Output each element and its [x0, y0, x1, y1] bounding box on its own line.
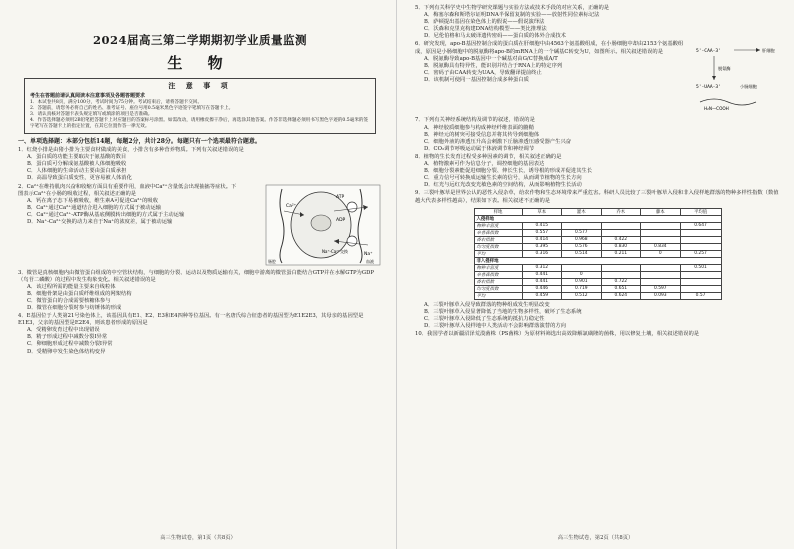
table-row	[474, 243, 721, 250]
table-cell: 0.415	[522, 222, 562, 229]
question-stem: 3．微管是真核细胞内由微管蛋白组成的中空管状结构，与细胞的分裂、运动以及物质运输有关，细胞中游离的微管蛋白能结合GTP并在水解GTP为GDP（鸟苷二磷酸）的过程中发生构象变化。相关叙述错误的是	[18, 269, 374, 283]
notice-item: 4．作答选择题必须用2B铅笔把答题卡上对应题目的答案标号涂黑。如需改动，请用橡皮擦干净后，再选涂其他答案。作答非选择题必须用书写黑色字迹的0.5毫米的签字笔写在答题卡上的指定位置，在其它位置作答一律无效。	[30, 118, 369, 130]
table-cell	[641, 271, 681, 278]
question-stem: 8．植物的生长发育过程受多种因素的调节，相关叙述正确的是	[415, 153, 562, 160]
table-cell	[601, 222, 641, 229]
table-cell: 0.211	[601, 250, 641, 257]
question-option: D．Na⁺-Ca²⁺交换的动力来自于Na⁺的浓度差，属于被动运输	[27, 219, 173, 225]
atp-label: ATP	[336, 194, 345, 200]
table-cell: 0	[641, 250, 681, 257]
table-cell	[641, 229, 681, 236]
question-option: C．Ca²⁺通过Ca²⁺-ATP酶从基底侧膜转出细胞的方式属于主动运输	[27, 211, 185, 218]
notice-lead: 考生在答题前请认真阅读本注意事项及各题答题要求	[30, 93, 146, 99]
table-cell: 0.577	[562, 229, 602, 236]
question-option: C．重力信号可转换成运输生长素的信号，从而调节植物的生长方向	[424, 175, 582, 182]
calcium-label: Ca²⁺	[286, 203, 297, 209]
table-cell: 均匀度指数	[474, 243, 522, 250]
table-row	[474, 292, 721, 299]
table-cell: 0.624	[601, 292, 641, 299]
apob-editing-diagram	[694, 40, 780, 114]
notice-heading: 注 意 事 项	[168, 81, 232, 90]
liver-label: 肝细胞	[762, 48, 775, 54]
question-option: A．蛋白质的功能主要取决于氨基酸的数目	[27, 154, 127, 161]
table-cell	[680, 271, 721, 278]
exchanger-label: Na⁺-Ca²⁺交换	[322, 248, 348, 254]
table-cell: 0.441	[522, 278, 562, 285]
question-option: B．Ca²⁺通过Ca²⁺通道结合进入细胞的方式属于被动运输	[27, 204, 162, 211]
table-cell	[680, 278, 721, 285]
question-option: B．精子形成过程中减数分裂I异常	[27, 334, 108, 341]
question-option: C．微管蛋白的合成需要核糖体参与	[27, 297, 111, 304]
question-option: D．微管在细胞分裂时参与纺锤体的形成	[27, 305, 122, 311]
table-cell: 0.597	[641, 285, 681, 292]
question-stem: 7．下列有关神经系统结构及调节的叙述，错误的是	[415, 117, 535, 124]
question-stem: 10．我国学者以新疆沼泽荒漠菌株（PS菌株）为原材料筛选出高效降解氯磺隆的菌株，用以修复土壤，相关叙述错误的是	[415, 330, 700, 337]
question-stem: 1．红烧小排是由猪小排为主要食材做成的美食，小排含有多种营养物质。下列有关叙述错误的是	[18, 147, 244, 154]
deaminase-label: 脱氨酶	[718, 66, 731, 72]
question-option: A．神经胶质细胞参与构成神经纤维表面的髓鞘	[424, 124, 534, 131]
question-option: B．脱氨酶具有特异性，能识别并结合于RNA上的特定序列	[424, 62, 563, 69]
table-header-cell: 平均值	[680, 208, 721, 215]
question-option: C．卵细胞形成过程中减数分裂I异常	[27, 341, 113, 348]
table-cell: 0.834	[641, 243, 681, 250]
question-option: B．细胞骨架是由蛋白质纤维组成的网架结构	[27, 290, 132, 297]
table-cell: 物种丰富度	[474, 222, 522, 229]
protein-label: H₂N—COOH	[704, 106, 729, 112]
question-6-block	[415, 40, 780, 116]
question-stem: 6．研究发现，apo-B基因控制合成的蛋白质在肝细胞中由4563个氨基酸组成，在小肠细胞中却由2153个氨基酸组成，原因是小肠细胞中的脱氨酶将apo-B的mRNA上的一个碱基C转变为U，如图所示。相关叙述错误的是	[415, 41, 684, 55]
table-cell: 0.57	[680, 292, 721, 299]
table-header-cell: 草本	[522, 208, 562, 215]
gene-sequence: 5'-CAA-3'	[696, 49, 721, 55]
table-cell: 辛普森指数	[474, 271, 522, 278]
intestine-label: 小肠细胞	[740, 84, 757, 90]
table-cell: 0	[562, 271, 602, 278]
section-heading: 一、单项选择题：本部分包括14题，每题2分，共计28分。每题只有一个选项最符合题意。	[18, 138, 261, 146]
table-cell: 0.557	[522, 229, 562, 236]
table-cell: 香农指数	[474, 278, 522, 285]
table-cell: 平均	[474, 292, 522, 299]
table-cell	[601, 271, 641, 278]
table-row	[474, 250, 721, 257]
table-cell: 0.968	[562, 236, 602, 243]
table-cell: 0.719	[562, 285, 602, 292]
table-cell: 物种丰富度	[474, 264, 522, 271]
question-option: C．密码子由CAA转变为UAA，导致翻译提前终止	[424, 69, 542, 76]
question-option: B．三裂叶豚草入侵显著降低了当地的生物多样性，破坏了生态系统	[424, 308, 582, 315]
question-option: A．梅塞尔森和斯塔尔证明DNA半保留复制的实验——放射性同位素标记法	[424, 12, 600, 19]
question-stem: 9．三裂叶豚草是世界公认的恶性入侵杂草，给农作物和生态环境带来严重危害。科研人员比较了三裂叶豚草入侵和非入侵样地群落的物种多样性指数（数值越大代表多样性越高），结果如下表。相关叙述不正确的是	[415, 190, 779, 204]
diversity-table	[474, 208, 722, 300]
table-cell	[680, 236, 721, 243]
table-cell: 0.446	[522, 285, 562, 292]
table-cell	[562, 264, 602, 271]
table-row	[474, 264, 721, 271]
table-cell: 0.576	[562, 243, 602, 250]
exam-subject: 生 物	[167, 54, 233, 72]
question-option: C．沃森和克里克构建DNA结构模型——类比推理法	[424, 26, 547, 33]
question-stem: 5．下列有关科学史中生物学研究课题与实验方法或技术手段的对应关系，正确的是	[415, 5, 610, 11]
table-cell	[601, 229, 641, 236]
table-row	[474, 236, 721, 243]
table-header-cell: 样地	[474, 208, 522, 215]
table-header-cell: 藤本	[641, 208, 681, 215]
table-cell: 0.651	[601, 285, 641, 292]
table-cell	[680, 285, 721, 292]
table-group-row	[474, 215, 721, 222]
table-cell: 0.722	[601, 278, 641, 285]
table-cell	[641, 278, 681, 285]
table-header-cell: 乔木	[601, 208, 641, 215]
notice-item: 1．本试卷共8页，满分100分，考试时间为75分钟。考试结束后，请将答题卡交回。	[30, 100, 203, 105]
question-option: D．尼伦伯格和马太破译遗传密码——蛋白质的体外合成技术	[424, 33, 566, 40]
table-cell: 0.830	[601, 243, 641, 250]
question-option: A．受精卵发育过程中出现错误	[27, 327, 100, 334]
table-group-row	[474, 257, 721, 264]
table-cell: 0.901	[562, 278, 602, 285]
question-option: D．三裂叶豚草入侵样地中人类活动不会影响群落演替的方向	[424, 322, 566, 329]
question-stem: 2．Ca²⁺在维持肌肉兴奋和收缩方面具有重要作用，血液中Ca²⁺含量低会出现抽搐等症状。下图表示Ca²⁺在小肠的吸收过程，相关叙述正确的是	[18, 183, 237, 197]
question-option: D．CO₂调节呼吸运动属于体液调节和神经调节	[424, 145, 535, 152]
table-cell: 0.514	[562, 250, 602, 257]
table-cell	[641, 236, 681, 243]
table-cell: 0.422	[601, 236, 641, 243]
question-option: D．红光与远红光改变光敏色素的空间结构，从而影响植物生长活动	[424, 182, 582, 189]
page-footer: 高三生物试卷，第1页（共8页）	[160, 535, 236, 541]
calcium-absorption-diagram	[264, 183, 382, 267]
table-cell: 0.395	[522, 243, 562, 250]
question-2-block	[18, 183, 382, 269]
notice-box	[24, 78, 376, 134]
question-option: B．细胞分裂素能促进细胞分裂、伸长生长，诱导根的形成并促进其生长	[424, 168, 593, 175]
table-cell: 0.312	[522, 264, 562, 271]
table-cell: 平均	[474, 250, 522, 257]
question-option: A．植物激素可作为信息分子，调控细胞的基因表达	[424, 161, 545, 168]
table-row	[474, 222, 721, 229]
lumen-label: 肠腔	[268, 258, 276, 264]
mrna-sequence: 5'-UAA-3'	[696, 85, 721, 91]
page-footer: 高三生物试卷，第2页（共8页）	[557, 535, 634, 541]
question-option: D．高温导致蛋白质变性，更容易被人体消化	[27, 175, 132, 182]
table-cell: 0.414	[522, 236, 562, 243]
sodium-label: Na⁺	[364, 251, 373, 257]
table-cell: 0.459	[522, 292, 562, 299]
exam-page-2	[397, 0, 794, 549]
question-option: A．该过程所需的能量主要来自线粒体	[27, 283, 116, 290]
exam-title: 2024届高三第二学期期初学业质量监测	[92, 33, 307, 47]
table-group-title: 入侵样地	[474, 215, 721, 222]
table-group-title: 非入侵样地	[474, 257, 721, 264]
question-option: C．三裂叶豚草入侵降低了生态系统的抵抗力稳定性	[424, 315, 545, 322]
question-option: B．神经元的树突可接受信息并将其传导到细胞体	[424, 131, 540, 138]
table-row	[474, 285, 721, 292]
table-cell: 香农指数	[474, 236, 522, 243]
question-option: A．钙在离子态下易被吸收，维生素A可促进Ca²⁺的吸收	[27, 197, 159, 204]
table-cell: 0.257	[680, 250, 721, 257]
table-header-cell: 灌木	[562, 208, 602, 215]
table-cell: 均匀度指数	[474, 285, 522, 292]
table-cell: 0.512	[562, 292, 602, 299]
table-row	[474, 229, 721, 236]
question-stem: 4．E基因位于人类第21号染色体上，该基因具有E1、E2、E3和E4四种等位基因。有一名唐氏综合征患者的基因型为E1E2E3，其母亲的基因型是E1E3，父亲的基因型是E2E4，则该患者形成的原因是	[18, 313, 364, 327]
question-option: D．受精卵中发生染色体结构变异	[27, 348, 106, 355]
table-cell	[562, 222, 602, 229]
question-option: A．脱氨酶导致apo-B基因中一个碱基对由G/C替换成A/T	[424, 55, 558, 62]
table-cell: 辛普森指数	[474, 229, 522, 236]
table-cell	[680, 229, 721, 236]
table-cell	[601, 264, 641, 271]
question-option: C．细胞外液的渗透压升高会刺激下丘脑渗透压感受器产生兴奋	[424, 138, 572, 145]
question-option: D．该机制可使同一基因控制合成多种蛋白质	[424, 76, 529, 83]
table-cell: 0.441	[522, 271, 562, 278]
table-row	[474, 278, 721, 285]
table-cell: 0.316	[522, 250, 562, 257]
table-cell	[641, 264, 681, 271]
question-option: B．萨顿提出基因在染色体上的假说——假说演绎法	[424, 19, 545, 26]
notice-item: 2．答题前，请您务必将自己的姓名、准考证号、座位号用0.5毫米黑色字迹签字笔填写在答题卡上。	[30, 106, 234, 112]
table-cell: 0.093	[641, 292, 681, 299]
table-cell: 0.501	[680, 264, 721, 271]
table-cell	[641, 222, 681, 229]
table-row	[474, 271, 721, 278]
table-header-row	[474, 208, 721, 215]
question-option: A．三裂叶豚草入侵导致群落的物种组成发生明显改变	[424, 301, 550, 308]
table-cell: 0.647	[680, 222, 721, 229]
question-option: B．蛋白质可分解成氨基酸被人体细胞吸收	[27, 161, 127, 168]
question-option: C．人体细胞的生命活动主要由蛋白质承担	[27, 168, 127, 175]
table-cell	[680, 243, 721, 250]
adp-label: ADP	[336, 217, 346, 223]
notice-item: 3．请认真核对答题卡表头规定填写或填涂的项目是否准确。	[30, 112, 153, 118]
blood-label: 血液	[366, 258, 374, 264]
